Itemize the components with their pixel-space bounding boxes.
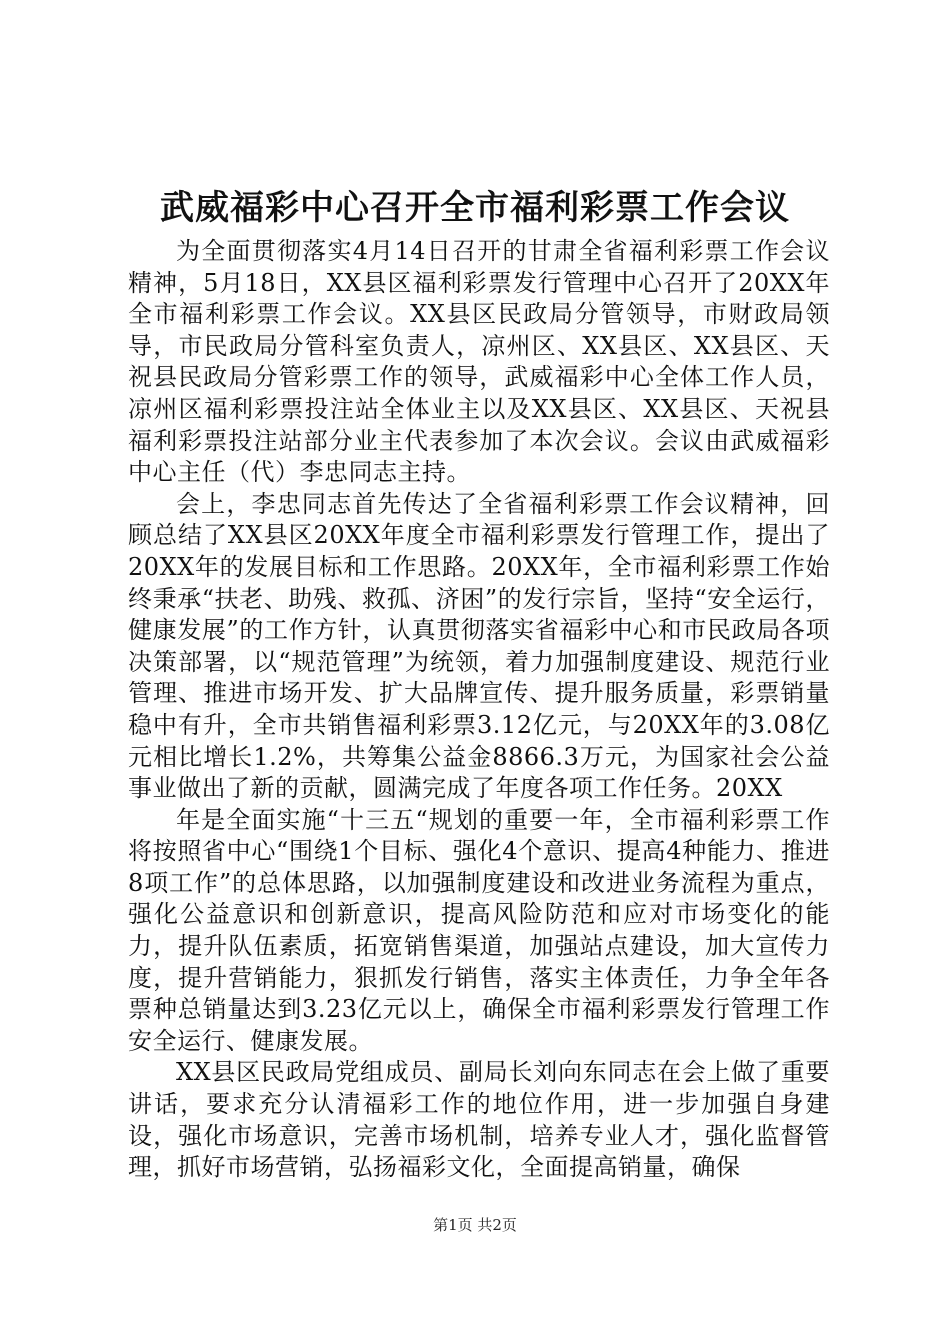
document-body — [128, 236, 830, 1184]
paragraph-1: 为全面贯彻落实4月14日召开的甘肃全省福利彩票工作会议精神，5月18日，XX县区福利彩票发行管理中心召开了20XX年全市福利彩票工作会议。XX县区民政局分管领导，市财政局领导，市民政局分管科室负责人，凉州区、XX县区、XX县区、天祝县民政局分管彩票工作的领导，武威福彩中心全体工作人员，凉州区福利彩票投注站全体业主以及XX县区、XX县区、天祝县福利彩票投注站部分业主代表参加了本次会议。会议由武威福彩中心主任（代）李忠同志主持。 — [128, 237, 830, 487]
paragraph-2: 会上，李忠同志首先传达了全省福利彩票工作会议精神，回顾总结了XX县区20XX年度全市福利彩票发行管理工作，提出了20XX年的发展目标和工作思路。20XX年，全市福利彩票工作始终秉承“扶老、助残、救孤、济困”的发行宗旨，坚持“安全运行，健康发展”的工作方针，认真贯彻落实省福彩中心和市民政局各项决策部署，以“规范管理”为统领，着力加强制度建设、规范行业管理、推进市场开发、扩大品牌宣传、提升服务质量，彩票销量稳中有升，全市共销售福利彩票3.12亿元，与20XX年的3.08亿元相比增长1.2%，共筹集公益金8866.3万元，为国家社会公益事业做出了新的贡献，圆满完成了年度各项工作任务。20XX — [128, 489, 830, 803]
paragraph-4: XX县区民政局党组成员、副局长刘向东同志在会上做了重要讲话，要求充分认清福彩工作的地位作用，进一步加强自身建设，强化市场意识，完善市场机制，培养专业人才，强化监督管理，抓好市场营销，弘扬福彩文化，全面提高销量，确保 — [128, 1058, 830, 1182]
page-number-footer: 第1页 共2页 — [433, 1216, 517, 1234]
document-title: 武威福彩中心召开全市福利彩票工作会议 — [160, 188, 790, 228]
paragraph-3: 年是全面实施“十三五“规划的重要一年，全市福利彩票工作将按照省中心“围绕1个目标、强化4个意识、提高4种能力、推进8项工作”的总体思路，以加强制度建设和改进业务流程为重点，强化公益意识和创新意识，提高风险防范和应对市场变化的能力，提升队伍素质，拓宽销售渠道，加强站点建设，加大宣传力度，提升营销能力，狠抓发行销售，落实主体责任，力争全年各票种总销量达到3.23亿元以上，确保全市福利彩票发行管理工作安全运行、健康发展。 — [128, 805, 830, 1055]
